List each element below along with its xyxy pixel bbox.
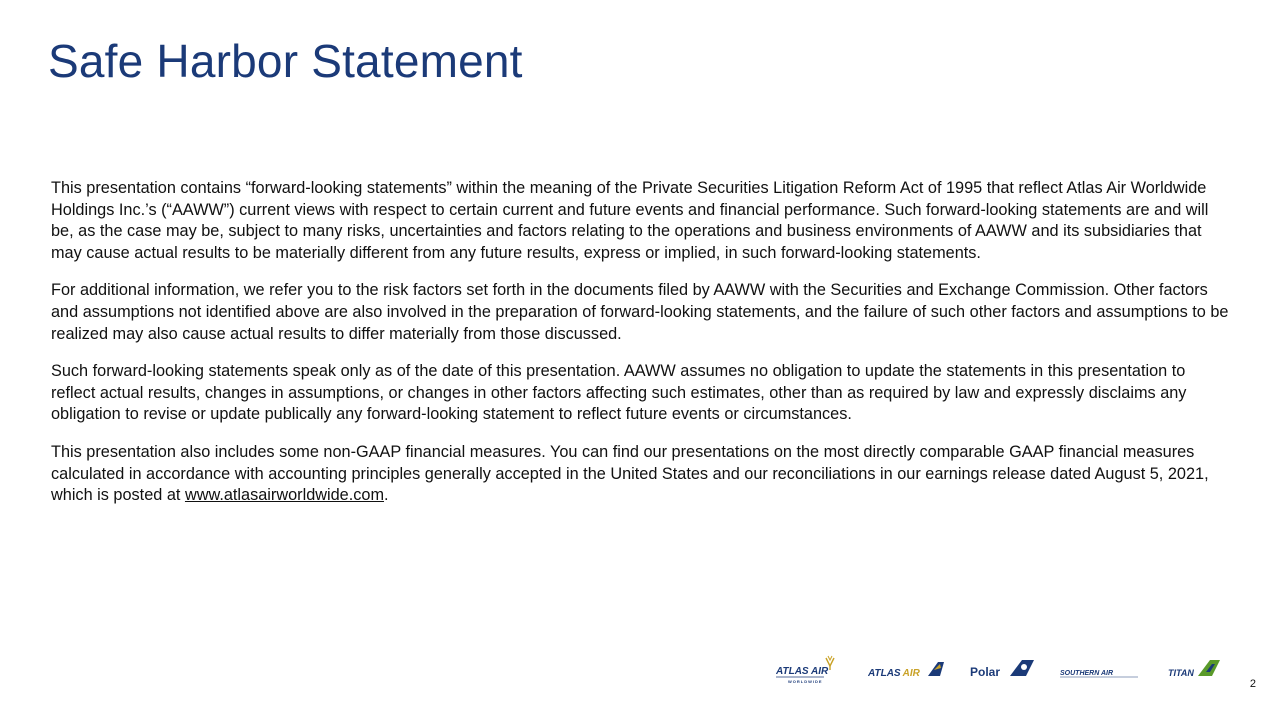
atlas-air-worldwide-sub: WORLDWIDE: [788, 679, 823, 684]
aircraft-tail-icon: [1198, 660, 1220, 676]
svg-text:ATLASAIR: [868, 668, 921, 679]
page-number: 2: [1249, 678, 1256, 690]
website-link[interactable]: www.atlasairworldwide.com: [184, 486, 385, 505]
atlas-air-worldwide-logo: [776, 654, 844, 688]
polar-logo: [970, 654, 1040, 688]
brand-logos: [770, 654, 1230, 688]
paragraph-additional-information: For additional information, we refer you to the risk factors set forth in the documents filed by AAWW with the Securities and Exchange Commission. Other factors and assumptions not identified above are also involved in the preparation of forward-looking statements, and the failure of such other factors and assumptions to be realized may also cause actual results to differ materially from those discussed.: [51, 281, 1229, 343]
non-gaap-text: This presentation also includes some non-GAAP financial measures. You can find our presentations on the most directly comparable GAAP financial measures calculated in accordance with accounting principles generally accepted in the United States and our reconciliations in our earnings release dated August 5, 2021, which is posted at: [51, 442, 1209, 505]
page-title: Safe Harbor Statement: [48, 35, 523, 87]
paragraph-no-obligation: Such forward-looking statements speak only as of the date of this presentation. AAWW assumes no obligation to update the statements in this presentation to reflect actual results, changes in assumptions, or changes in other factors affecting such estimates, other than as required by law and expressly disclaims any obligation to revise or update publically any forward-looking statement to reflect future events or circumstances.: [51, 362, 1187, 424]
polar-name: Polar: [970, 665, 1001, 679]
titan-logo: [1168, 654, 1230, 688]
atlas-air-name-part1: ATLAS: [868, 668, 901, 679]
southern-air-name: SOUTHERN AIR: [1060, 670, 1114, 677]
paragraph-forward-looking: This presentation contains “forward-looking statements” within the meaning of the Private Securities Litigation Reform Act of 1995 that reflect Atlas Air Worldwide Holdings Inc.’s (“AAWW”) current views with respect to certain current and future events and financial performance. Such forward-looking statements are and will be, as the case may be, subject to many risks, uncertainties and factors relating to the operations and business environments of AAWW and its subsidiaries that may cause actual results to be materially different from any future results, express or implied, in such forward-looking statements.: [51, 179, 1209, 262]
atlas-air-name-part2: AIR: [902, 668, 920, 679]
aircraft-tail-icon: [928, 662, 944, 676]
aircraft-tail-icon: [1010, 660, 1034, 676]
titan-name: TITAN: [1168, 668, 1194, 678]
non-gaap-suffix: .: [384, 486, 389, 505]
paragraph-non-gaap: [51, 442, 1231, 507]
slide-body: [51, 178, 1231, 523]
southern-air-logo: [1060, 654, 1150, 688]
atlas-air-worldwide-name: ATLAS AIR: [776, 666, 829, 677]
atlas-air-logo: [868, 654, 948, 688]
